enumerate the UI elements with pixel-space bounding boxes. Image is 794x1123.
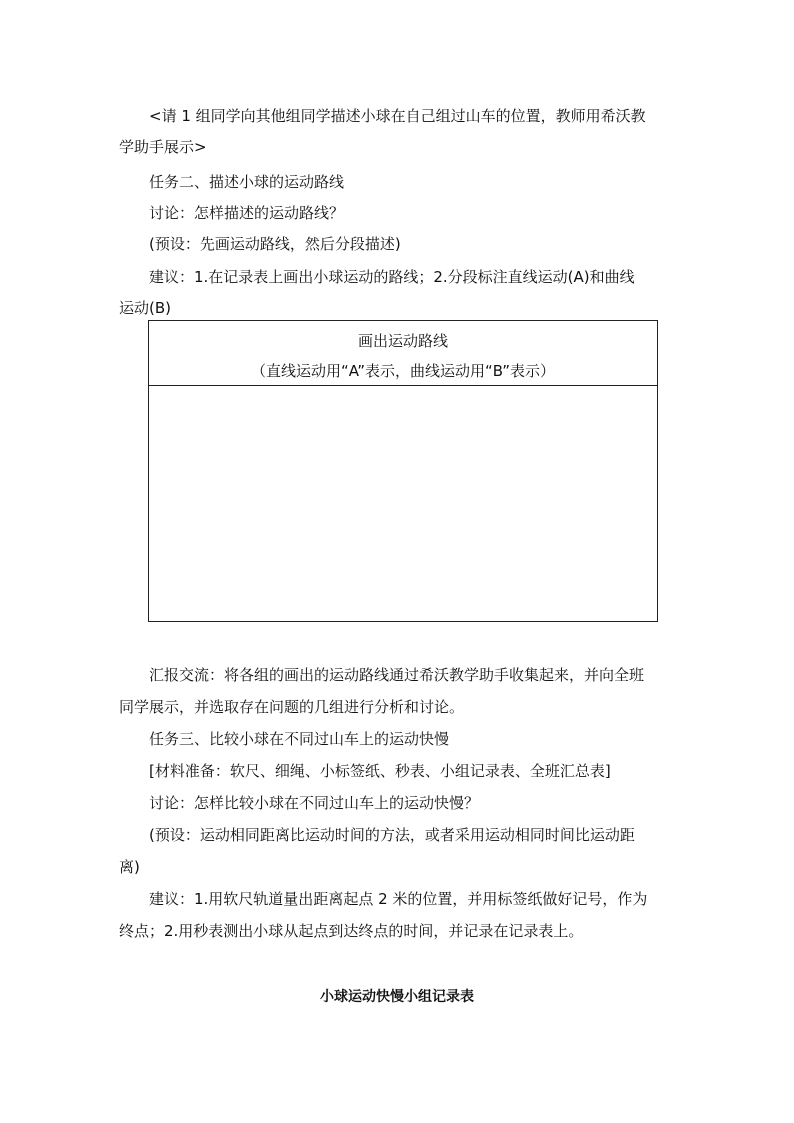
route-table-header <box>149 321 657 386</box>
paragraph-intro-line-2: 学助手展示> <box>119 138 207 156</box>
task3-discussion: 讨论：怎样比较小球在不同过山车上的运动快慢？ <box>149 794 480 812</box>
task2-suggestion-line-1: 建议：1.在记录表上画出小球运动的路线；2.分段标注直线运动(A)和曲线 <box>149 268 635 286</box>
task3-suggestion-line-2: 终点；2.用秒表测出小球从起点到达终点的时间，并记录在记录表上。 <box>119 922 584 940</box>
route-table-note: （直线运动用“A”表示，曲线运动用“B”表示） <box>251 362 555 380</box>
report-line-2: 同学展示，并选取存在问题的几组进行分析和讨论。 <box>119 698 465 716</box>
task3-suggestion-line-1: 建议：1.用软尺轨道量出距离起点 2 米的位置，并用标签纸做好记号，作为 <box>149 890 648 908</box>
task2-suggestion-line-2: 运动(B) <box>119 299 171 317</box>
task2-heading: 任务二、描述小球的运动路线 <box>149 173 345 191</box>
task3-preset-line-2: 离) <box>119 858 140 876</box>
record-table-title: 小球运动快慢小组记录表 <box>320 989 474 1005</box>
task2-discussion: 讨论：怎样描述的运动路线？ <box>149 204 345 222</box>
task2-preset: (预设：先画运动路线，然后分段描述) <box>149 235 401 253</box>
task3-preset-line-1: (预设：运动相同距离比运动时间的方法，或者采用运动相同时间比运动距 <box>149 826 635 844</box>
task3-heading: 任务三、比较小球在不同过山车上的运动快慢 <box>149 730 450 748</box>
report-line-1: 汇报交流：将各组的画出的运动路线通过希沃教学助手收集起来，并向全班 <box>149 666 645 684</box>
paragraph-intro-line-1: <请 1 组同学向其他组同学描述小球在自己组过山车的位置，教师用希沃教 <box>149 107 646 125</box>
route-drawing-table <box>148 320 658 622</box>
route-drawing-area <box>149 386 657 621</box>
task3-materials: [材料准备：软尺、细绳、小标签纸、秒表、小组记录表、全班汇总表] <box>149 762 611 780</box>
route-table-title: 画出运动路线 <box>357 332 448 350</box>
